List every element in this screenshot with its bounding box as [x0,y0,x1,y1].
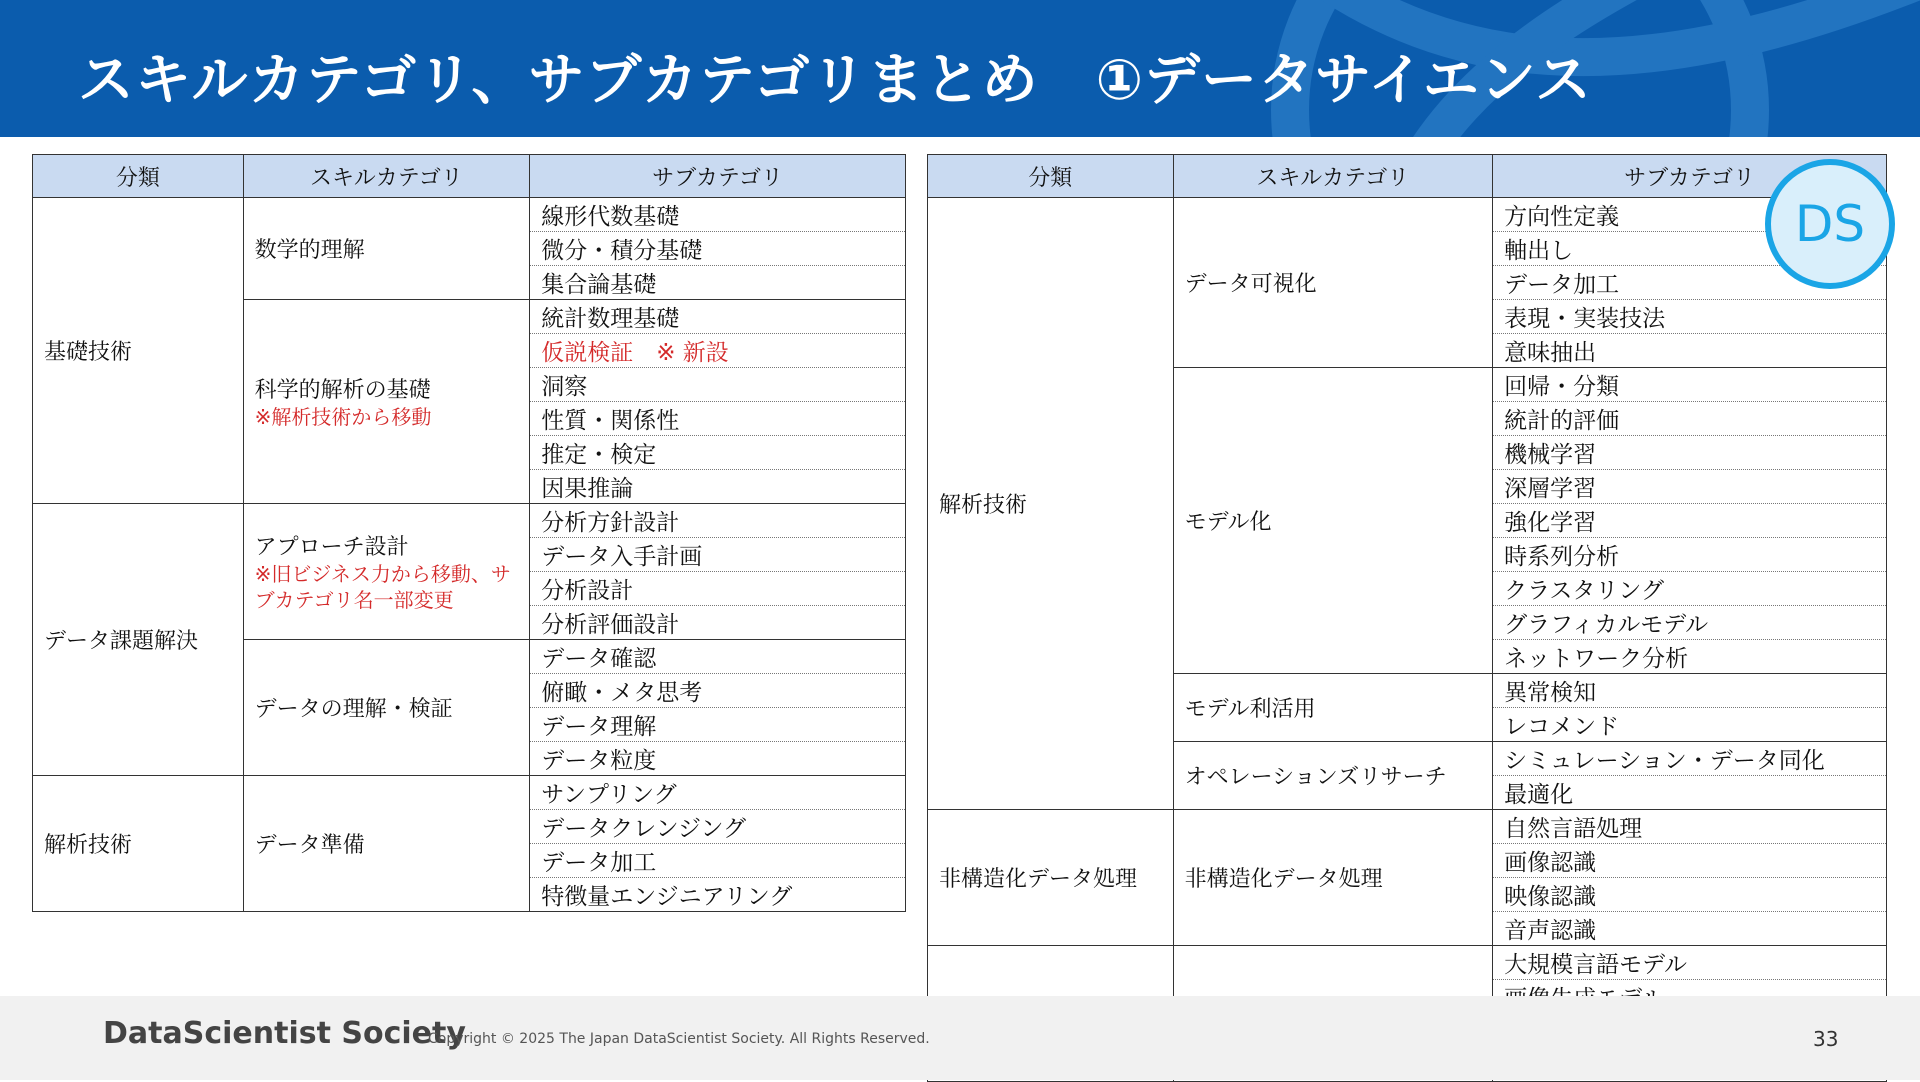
subcategory-cell: データ加工 [530,844,906,878]
skill-category-cell [243,300,530,504]
skill-category-name: 非構造化データ処理 [1184,867,1383,892]
subcategory-cell: 方向性定義 [1493,198,1887,232]
skill-category-name: データの理解・検証 [254,697,453,722]
subcategory-cell: 特徴量エンジニアリング [530,878,906,912]
subcategory-cell: 異常検知 [1493,674,1887,708]
subcategory-cell: 表現・実装技法 [1493,300,1887,334]
table-row [928,810,1887,844]
classification-cell: 解析技術 [928,198,1174,810]
subcategory-cell: 洞察 [530,368,906,402]
subcategory-cell: 軸出し [1493,232,1887,266]
table-row [928,946,1887,980]
subcategory-cell: 仮説検証 ※ 新設 [530,334,906,368]
skill-category-cell [243,198,530,300]
subcategory-cell: 機械学習 [1493,436,1887,470]
table-row [33,504,906,538]
subcategory-cell: データ理解 [530,708,906,742]
table-row [33,198,906,232]
header-bar [0,0,1920,137]
skill-category-name: 数学的理解 [254,238,365,263]
subcategory-cell: シミュレーション・データ同化 [1493,742,1887,776]
subcategory-cell: 回帰・分類 [1493,368,1887,402]
subcategory-cell: 映像認識 [1493,878,1887,912]
subcategory-cell: 線形代数基礎 [530,198,906,232]
society-logo: DataScientist Society [103,1016,466,1051]
subcategory-cell: 集合論基礎 [530,266,906,300]
header-subcategory: サブカテゴリ [1493,155,1887,198]
subcategory-cell: 統計数理基礎 [530,300,906,334]
copyright-text: Copyright © 2025 The Japan DataScientist Society. All Rights Reserved. [428,1031,930,1047]
classification-cell: 非構造化データ処理 [928,810,1174,946]
subcategory-cell: 強化学習 [1493,504,1887,538]
left-table-body [33,198,906,912]
header-classification: 分類 [928,155,1174,198]
subcategory-cell: 俯瞰・メタ思考 [530,674,906,708]
subcategory-cell: 最適化 [1493,776,1887,810]
skill-category-note: ※解析技術から移動 [254,405,432,429]
page-title: スキルカテゴリ、サブカテゴリまとめ ①データサイエンス [78,48,1593,113]
right-skill-table [927,154,1887,1082]
skill-category-note: ※旧ビジネス力から移動、サブカテゴリ名一部変更 [254,562,511,612]
subcategory-cell: 時系列分析 [1493,538,1887,572]
skill-category-name: 科学的解析の基礎 [254,378,431,403]
subcategory-cell: データ確認 [530,640,906,674]
subcategory-cell: クラスタリング [1493,572,1887,606]
header-skill-category: スキルカテゴリ [243,155,530,198]
table-row [33,776,906,810]
subcategory-cell: ネットワーク分析 [1493,640,1887,674]
subcategory-cell: 推定・検定 [530,436,906,470]
subcategory-cell: 大規模言語モデル [1493,946,1887,980]
skill-category-name: モデル化 [1184,510,1272,535]
classification-cell: 解析技術 [33,776,244,912]
right-table-body [928,198,1887,1082]
subcategory-cell: 音声認識 [1493,912,1887,946]
skill-category-cell [1173,810,1492,946]
subcategory-cell: データクレンジング [530,810,906,844]
subcategory-cell: データ入手計画 [530,538,906,572]
skill-category-name: データ可視化 [1184,272,1317,297]
subcategory-cell: 画像認識 [1493,844,1887,878]
subcategory-cell: データ加工 [1493,266,1887,300]
subcategory-cell: 性質・関係性 [530,402,906,436]
header-classification: 分類 [33,155,244,198]
skill-category-name: データ準備 [254,833,365,858]
subcategory-cell: 意味抽出 [1493,334,1887,368]
subcategory-cell: 統計的評価 [1493,402,1887,436]
subcategory-cell: 微分・積分基礎 [530,232,906,266]
classification-cell: 基礎技術 [33,198,244,504]
subcategory-cell: 因果推論 [530,470,906,504]
page-number: 33 [1813,1027,1839,1051]
subcategory-cell: データ粒度 [530,742,906,776]
subcategory-cell: 分析評価設計 [530,606,906,640]
left-skill-table [32,154,906,912]
skill-category-cell [1173,368,1492,674]
subcategory-cell: 深層学習 [1493,470,1887,504]
skill-category-name: モデル利活用 [1184,697,1316,722]
subcategory-cell: グラフィカルモデル [1493,606,1887,640]
skill-category-cell [243,776,530,912]
subcategory-cell: レコメンド [1493,708,1887,742]
subcategory-cell: サンプリング [530,776,906,810]
skill-category-name: アプローチ設計 [254,535,409,560]
skill-category-cell [243,504,530,640]
header-skill-category: スキルカテゴリ [1173,155,1492,198]
table-row [928,198,1887,232]
skill-category-cell [1173,674,1492,742]
skill-category-cell [1173,198,1492,368]
skill-category-name: オペレーションズリサーチ [1184,765,1447,790]
subcategory-cell: 分析設計 [530,572,906,606]
subcategory-cell: 分析方針設計 [530,504,906,538]
skill-category-cell [1173,742,1492,810]
skill-category-cell [243,640,530,776]
subcategory-cell: 自然言語処理 [1493,810,1887,844]
classification-cell: データ課題解決 [33,504,244,776]
header-subcategory: サブカテゴリ [530,155,906,198]
ds-badge: DS [1765,159,1895,289]
